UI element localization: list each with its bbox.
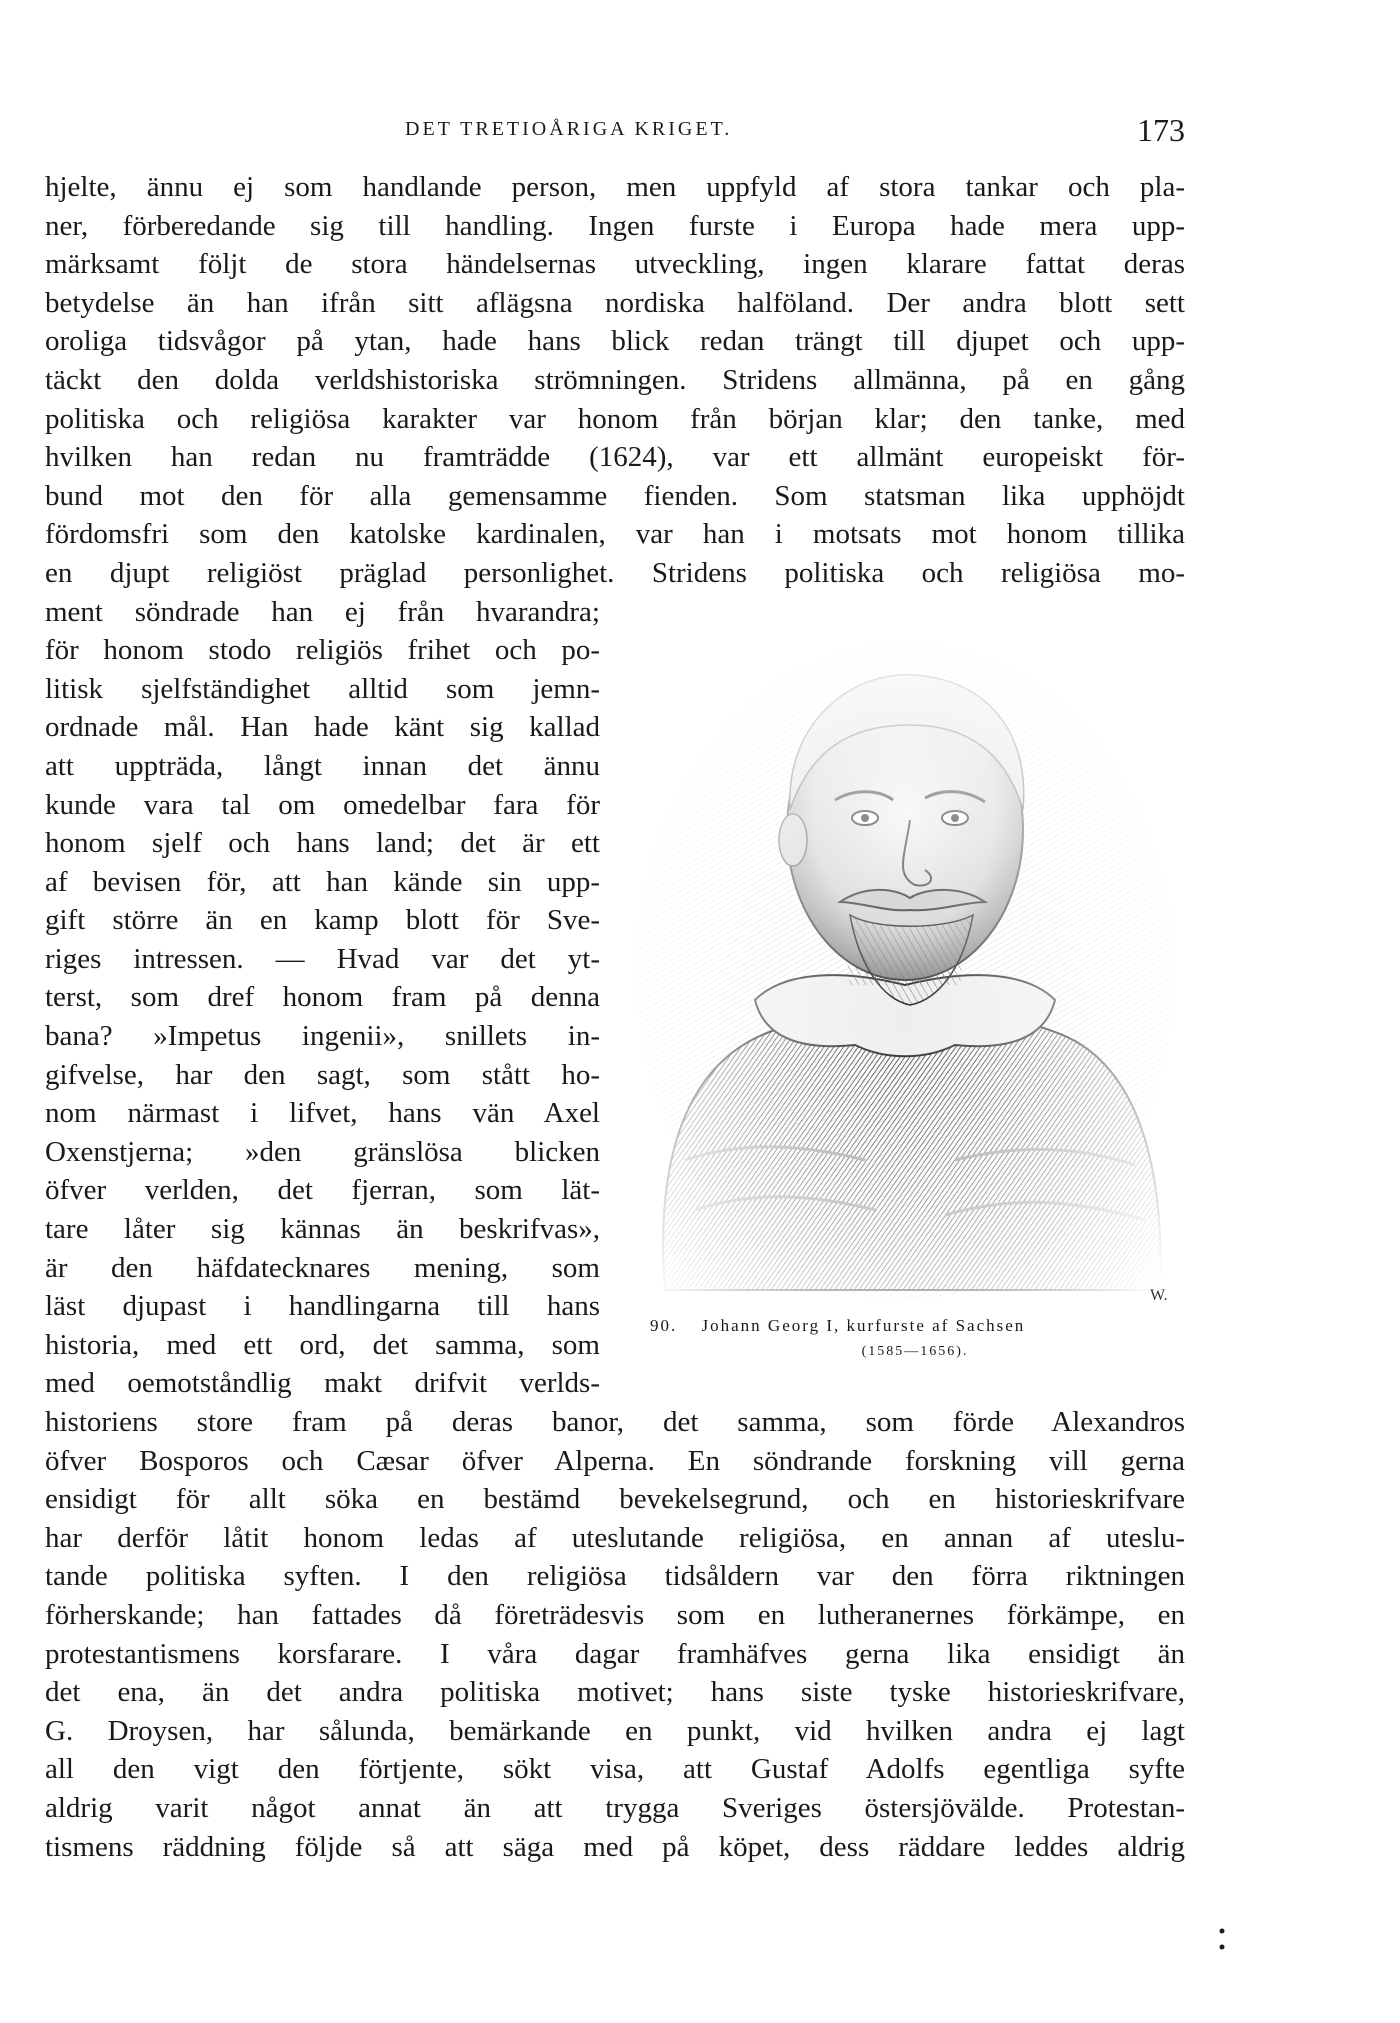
text-line: oroliga tidsvågor på ytan, hade hans blick redan trängt till djupet och upp- [45, 325, 1185, 358]
text-line: all den vigt den förtjente, sökt visa, att Gustaf Adolfs egentliga syfte [45, 1753, 1185, 1786]
text-line: protestantismens korsfarare. I våra dagar framhäfves gerna lika ensidigt än [45, 1637, 1185, 1670]
text-line: har derför låtit honom ledas af uteslutande religiösa, en annan af uteslu- [45, 1521, 1185, 1554]
text-line: är den häfdatecknares mening, som [45, 1251, 600, 1284]
text-line: terst, som dref honom fram på denna [45, 981, 600, 1014]
text-line: för honom stodo religiös frihet och po- [45, 634, 600, 667]
figure-dates: (1585—1656). [861, 1344, 969, 1359]
text-line: politiska och religiösa karakter var honom från början klar; den tanke, med [45, 402, 1185, 435]
text-line: af bevisen för, att han kände sin upp- [45, 865, 600, 898]
text-line: Oxenstjerna; »den gränslösa blicken [45, 1135, 600, 1168]
page-header [45, 112, 1185, 152]
text-line: honom sjelf och hans land; det är ett [45, 827, 600, 860]
text-line: litisk sjelfständighet alltid som jemn- [45, 672, 600, 705]
text-line: tare låter sig kännas än beskrifvas», [45, 1213, 600, 1246]
page-number: 173 [1137, 112, 1185, 148]
text-line: nom närmast i lifvet, hans vän Axel [45, 1097, 600, 1130]
text-line: historiens store fram på deras banor, det samma, som förde Alexandros [45, 1406, 1185, 1438]
engraver-mark: W. [1150, 1287, 1168, 1304]
text-line: betydelse än han ifrån sitt aflägsna nordiska halföland. Der andra blott sett [45, 286, 1185, 319]
paragraph-top [45, 168, 1185, 593]
text-line: hjelte, ännu ej som handlande person, men uppfyld af stora tankar och pla- [45, 171, 1185, 203]
text-line: det ena, än det andra politiska motivet; hans siste tyske historieskrifvare, [45, 1676, 1185, 1709]
text-line: kunde vara tal om omedelbar fara för [45, 788, 600, 821]
text-line: fördomsfri som den katolske kardinalen, var han i motsats mot honom tillika [45, 518, 1185, 551]
text-line: med oemotståndlig makt drifvit verlds- [45, 1367, 600, 1400]
text-line: tande politiska syften. I den religiösa tidsåldern var den förra riktningen [45, 1560, 1185, 1593]
text-line: bana? »Impetus ingenii», snillets in- [45, 1020, 600, 1053]
dot-mark-icon [1218, 1925, 1226, 1955]
text-line: förherskande; han fattades då företrädesvis som en lutheranernes förkämpe, en [45, 1598, 1185, 1631]
text-line: att uppträda, långt innan det ännu [45, 749, 600, 782]
text-line: gifvelse, har den sagt, som stått ho- [45, 1058, 600, 1091]
text-line: ordnade mål. Han hade känt sig kallad [45, 711, 600, 744]
text-line: en djupt religiöst präglad personlighet. Stridens politiska och religiösa mo- [45, 556, 1185, 589]
text-line: bund mot den för alla gemensamme fienden. Som statsman lika upphöjdt [45, 479, 1185, 512]
text-line: gift större än en kamp blott för Sve- [45, 904, 600, 937]
text-line: ensidigt för allt söka en bestämd bevekelsegrund, och en historieskrifvare [45, 1483, 1185, 1516]
portrait-engraving [625, 640, 1183, 1330]
text-line: täckt den dolda verldshistoriska strömningen. Stridens allmänna, på en gång [45, 363, 1185, 396]
text-line: riges intressen. — Hvad var det yt- [45, 942, 600, 975]
running-head: DET TRETIOÅRIGA KRIGET. [405, 118, 733, 140]
text-line: hvilken han redan nu framträdde (1624), var ett allmänt europeiskt för- [45, 441, 1185, 474]
figure-number: 90. [650, 1316, 678, 1335]
text-line: G. Droysen, har sålunda, bemärkande en punkt, vid hvilken andra ej lagt [45, 1714, 1185, 1747]
text-line: ner, förberedande sig till handling. Ingen furste i Europa hade mera upp- [45, 209, 1185, 242]
text-line: öfver verlden, det fjerran, som lät- [45, 1174, 600, 1207]
figure-caption-text: Johann Georg I, kurfurste af Sachsen [701, 1316, 1026, 1335]
text-line: läst djupast i handlingarna till hans [45, 1290, 600, 1323]
text-line: märksamt följt de stora händelsernas utveckling, ingen klarare fattat deras [45, 248, 1185, 281]
text-line: tismens räddning följde så att säga med på köpet, dess räddare leddes aldrig [45, 1830, 1185, 1863]
text-line: historia, med ett ord, det samma, som [45, 1328, 600, 1361]
text-line: ment söndrade han ej från hvarandra; [45, 595, 600, 628]
text-line: aldrig varit något annat än att trygga Sveriges östersjövälde. Protestan- [45, 1791, 1185, 1824]
portrait-figure [625, 640, 1183, 1375]
text-line: öfver Bosporos och Cæsar öfver Alperna. En söndrande forskning vill gerna [45, 1444, 1185, 1477]
paragraph-bottom [45, 1403, 1185, 1866]
figure-caption [650, 1316, 1180, 1359]
